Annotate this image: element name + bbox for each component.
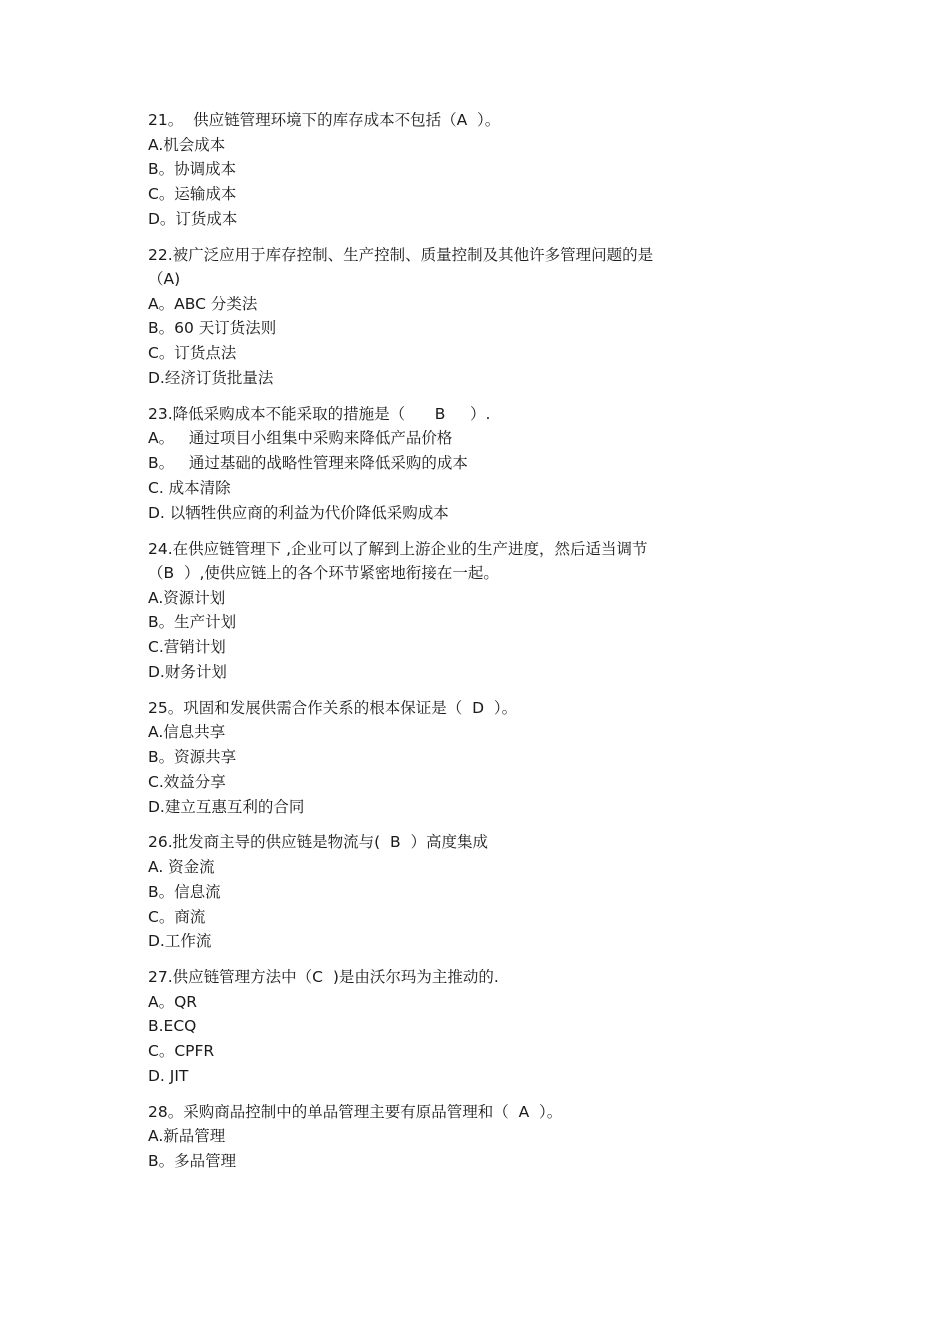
question-text: 21。 供应链管理环境下的库存成本不包括（A ）。: [148, 111, 501, 129]
question-26: [148, 830, 708, 954]
question-list: [148, 108, 708, 1185]
option-b: B。 通过基础的战略性管理来降低采购的成本: [148, 454, 468, 473]
option-b: B.ECQ: [148, 1017, 197, 1036]
option-b: B。生产计划: [148, 613, 237, 632]
option-a: A.信息共享: [148, 723, 226, 742]
question-text: 23.降低采购成本不能采取的措施是（ B ）.: [148, 404, 491, 423]
option-c: C。运输成本: [148, 185, 237, 204]
question-25: [148, 696, 708, 820]
option-b: B。信息流: [148, 882, 221, 901]
option-d: D. JIT: [148, 1067, 189, 1086]
question-text: 26.批发商主导的供应链是物流与( B ）高度集成: [148, 833, 489, 852]
option-b: B。60 天订货法则: [148, 319, 277, 338]
question-21: [148, 108, 708, 232]
option-a: A.新品管理: [148, 1127, 226, 1146]
question-24: [148, 537, 708, 685]
question-text: 24.在供应链管理下 ,企业可以了解到上游企业的生产进度，然后适当调节 （B ）,使供应链上的各个环节紧密地衔接在一起。: [148, 539, 648, 583]
option-a: A。 通过项目小组集中采购来降低产品价格: [148, 429, 453, 448]
option-b: B。协调成本: [148, 160, 237, 179]
question-22: [148, 243, 708, 391]
option-a: A。QR: [148, 992, 198, 1011]
option-c: C. 成本清除: [148, 478, 231, 497]
option-c: C。商流: [148, 907, 206, 926]
question-text: 22.被广泛应用于库存控制、生产控制、质量控制及其他许多管理问题的是 （A): [148, 245, 654, 289]
option-a: A.资源计划: [148, 588, 226, 607]
question-text: 28。采购商品控制中的单品管理主要有原品管理和（ A ）。: [148, 1102, 563, 1121]
option-a: A. 资金流: [148, 857, 215, 876]
option-d: D.工作流: [148, 932, 212, 951]
option-b: B。多品管理: [148, 1152, 237, 1171]
option-c: C。订货点法: [148, 344, 237, 363]
option-b: B。资源共享: [148, 748, 237, 767]
option-a: A。ABC 分类法: [148, 294, 258, 313]
option-c: C。CPFR: [148, 1042, 215, 1061]
question-28: [148, 1100, 708, 1174]
option-d: D. 以牺牲供应商的利益为代价降低采购成本: [148, 503, 449, 522]
option-c: C.效益分享: [148, 772, 226, 791]
option-a: A.机会成本: [148, 135, 226, 154]
option-c: C.营销计划: [148, 638, 226, 657]
option-d: D.财务计划: [148, 662, 227, 681]
option-d: D.建立互惠互利的合同: [148, 797, 305, 816]
question-27: [148, 965, 708, 1089]
option-d: D。订货成本: [148, 209, 238, 228]
option-d: D.经济订货批量法: [148, 369, 274, 388]
question-text: 25。巩固和发展供需合作关系的根本保证是（ D ）。: [148, 698, 518, 717]
question-text: 27.供应链管理方法中（C )是由沃尔玛为主推动的.: [148, 968, 499, 987]
question-23: [148, 402, 708, 526]
